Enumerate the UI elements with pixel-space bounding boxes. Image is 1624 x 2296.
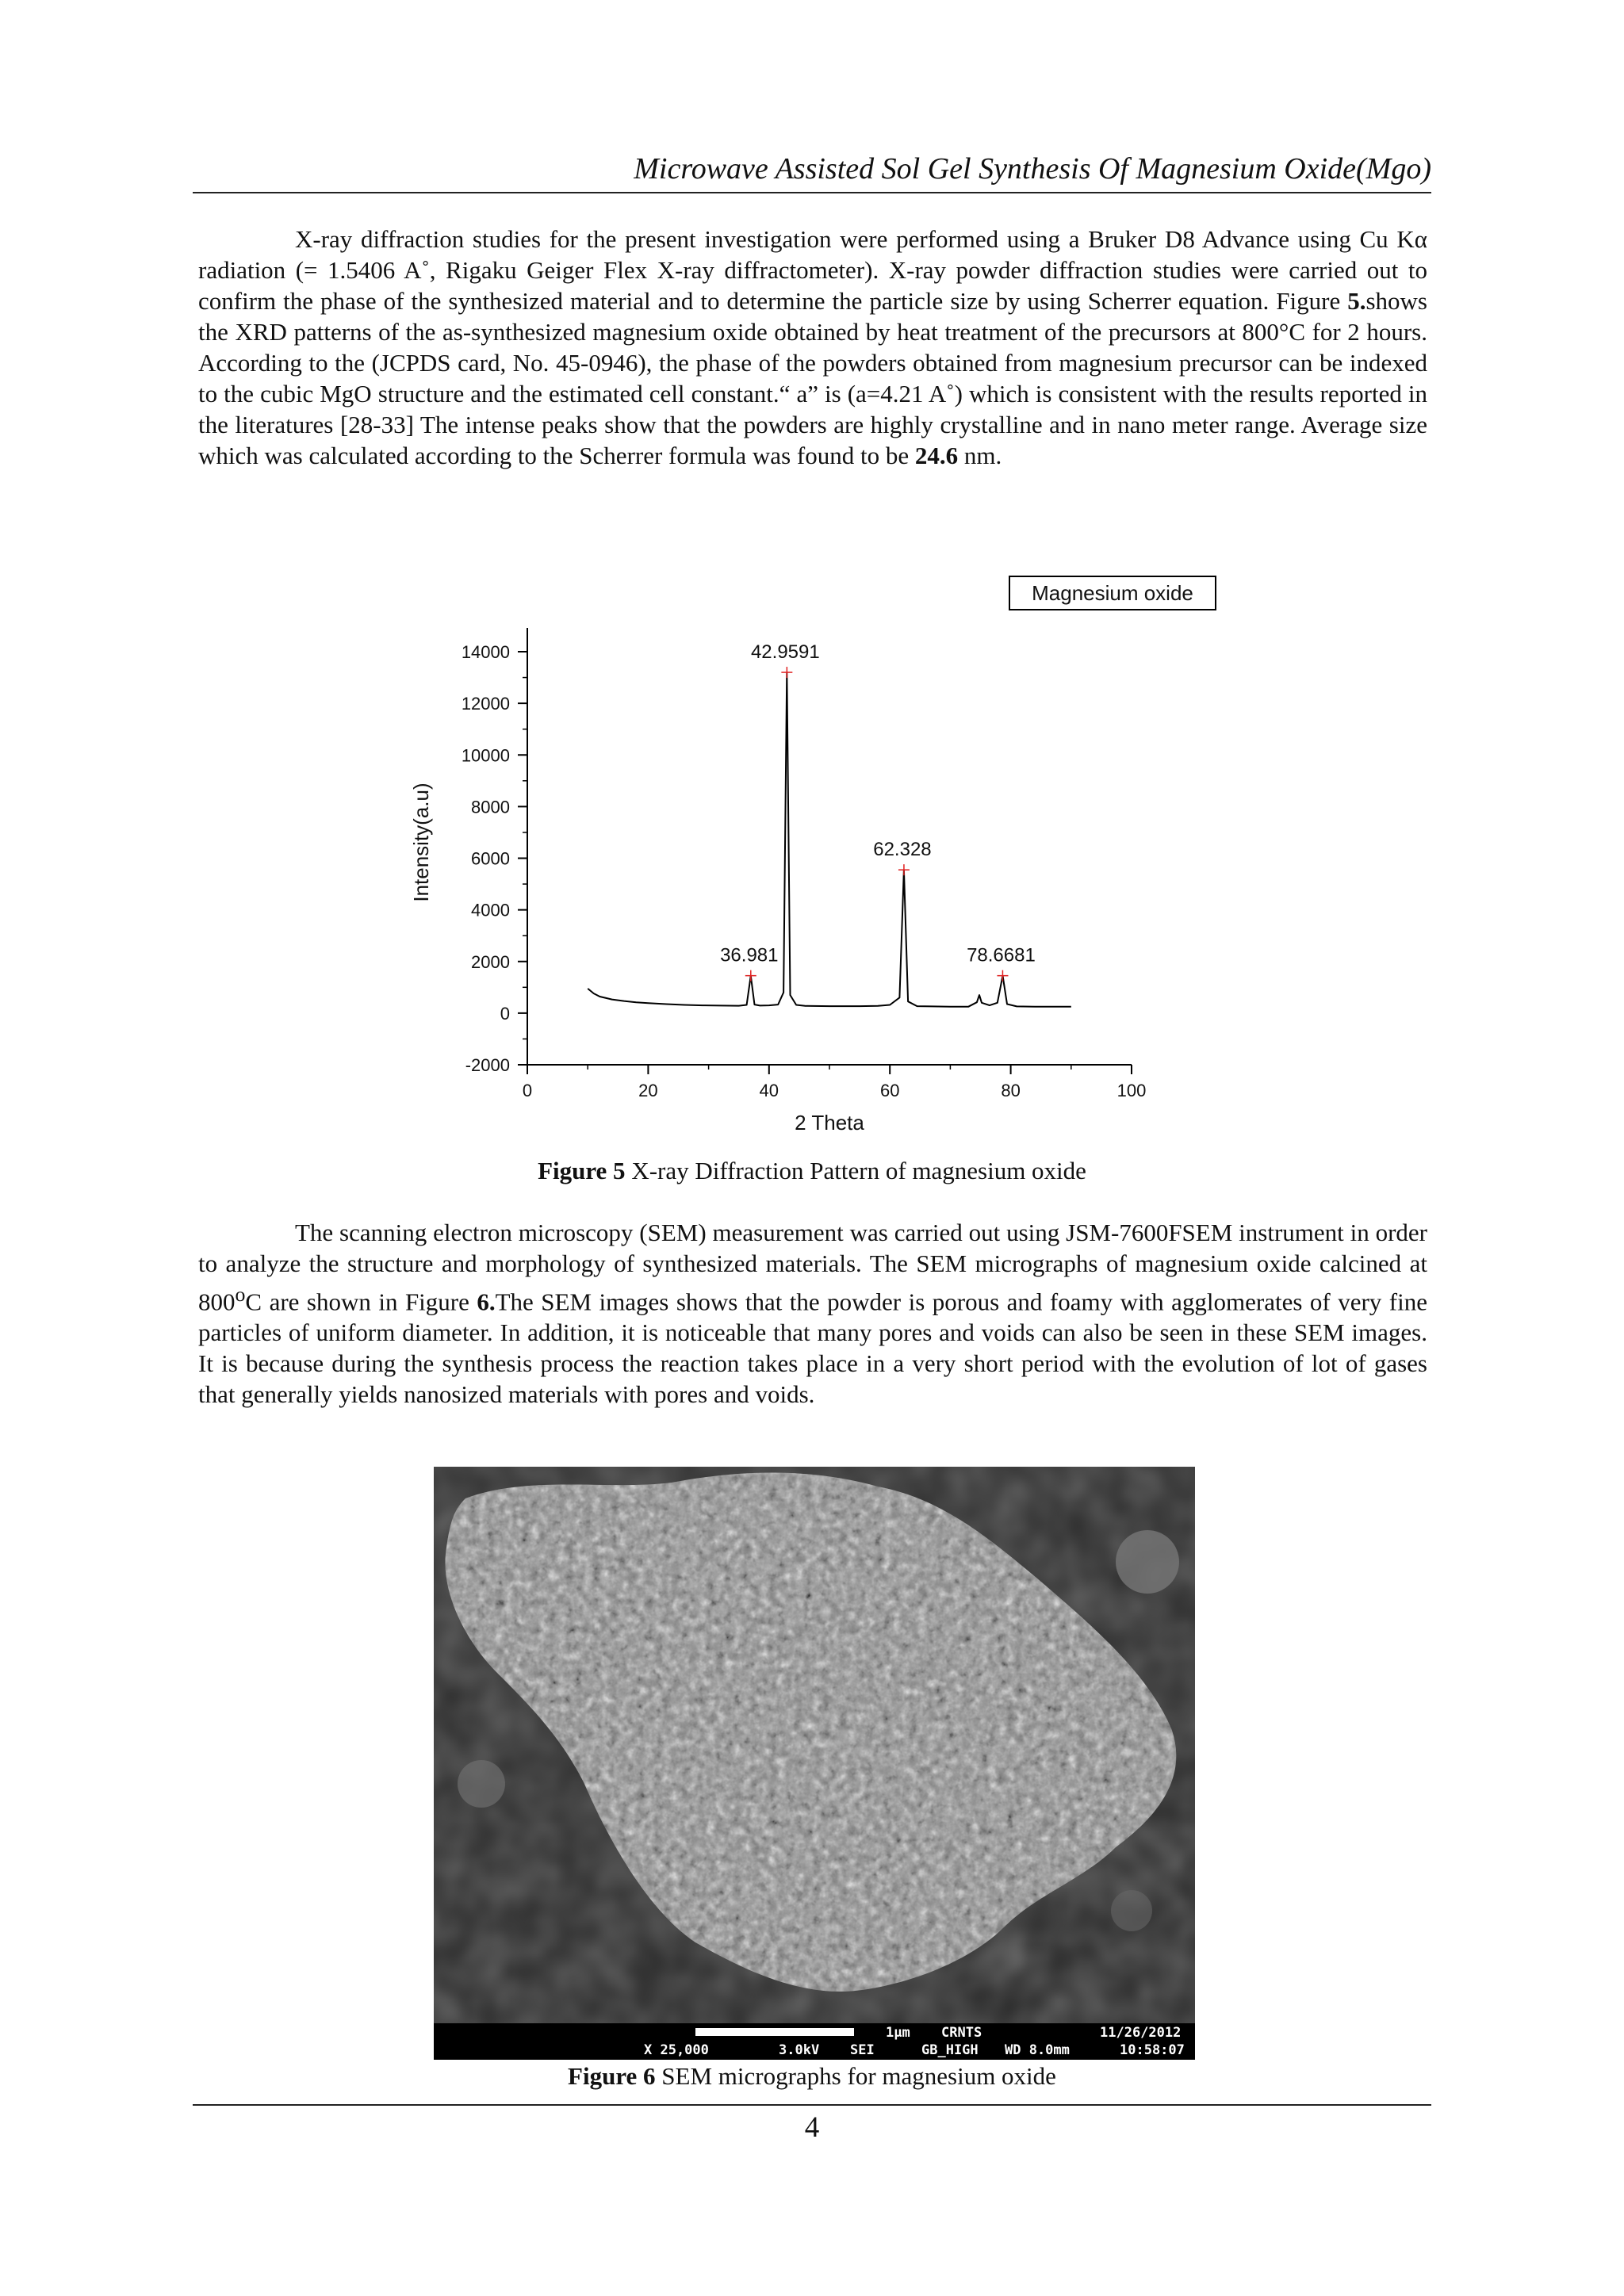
peak-label-0: 36.981 [720, 944, 779, 966]
para1-text-3: nm. [958, 442, 1002, 469]
sem-magnification: X 25,000 [644, 2042, 709, 2058]
sem-scale-label: 1μm [886, 2025, 910, 2041]
running-header: Microwave Assisted Sol Gel Synthesis Of Magnesium Oxide(Mgo) [634, 152, 1431, 186]
sem-image [434, 1467, 1195, 2023]
peak-label-1: 42.9591 [750, 641, 820, 664]
sem-micrograph [434, 1467, 1195, 2060]
y-tick-label-6: 10000 [461, 745, 510, 766]
x-axis-label: 2 Theta [795, 1111, 864, 1135]
footer-rule [193, 2104, 1431, 2106]
x-tick-label-1: 20 [638, 1081, 658, 1100]
sem-org-label: CRNTS [941, 2025, 982, 2041]
para1-bold-fig: 5. [1347, 287, 1366, 315]
x-tick-label-3: 60 [879, 1081, 900, 1100]
para2-text-1: The scanning electron microscopy (SEM) measurement was carried out using JSM-7600FSEM instrument in order to analyze the structure and morphology of synthesized materials. The SEM micrographs of magnesium oxide calcined at 800 [198, 1219, 1427, 1316]
y-tick-label-2: 2000 [471, 951, 510, 972]
sem-scale-bar [695, 2028, 854, 2036]
x-tick-label-0: 0 [522, 1081, 533, 1100]
y-tick-label-1: 0 [500, 1003, 510, 1024]
figure-6-label: Figure 6 [568, 2062, 656, 2090]
sem-date: 11/26/2012 [1100, 2025, 1182, 2041]
page-number: 4 [804, 2111, 820, 2144]
para2-bold-fig: 6. [477, 1288, 496, 1316]
figure-5-caption [193, 1156, 1431, 1186]
sem-time: 10:58:07 [1120, 2042, 1185, 2058]
legend-label: Magnesium oxide [1032, 581, 1193, 605]
y-tick-label-0: -2000 [465, 1055, 510, 1075]
para2-text-2: C are shown in Figure [245, 1288, 477, 1316]
sem-voltage: 3.0kV [779, 2042, 820, 2058]
sem-probe: GB_HIGH [921, 2042, 979, 2058]
sem-info-bar [434, 2023, 1195, 2060]
x-tick-label-2: 40 [759, 1081, 779, 1100]
sem-working-distance: WD 8.0mm [1005, 2042, 1070, 2058]
peak-label-3: 78.6681 [967, 944, 1036, 966]
figure-6-text: SEM micrographs for magnesium oxide [655, 2062, 1056, 2090]
para1-bold-size: 24.6 [914, 442, 959, 469]
paragraph-sem [198, 1217, 1427, 1410]
figure-5-label: Figure 5 [538, 1157, 626, 1184]
y-tick-label-4: 6000 [471, 848, 510, 869]
x-tick-label-4: 80 [1001, 1081, 1021, 1100]
sem-mode: SEI [850, 2042, 875, 2058]
y-tick-label-8: 14000 [461, 642, 510, 662]
figure-6-caption [193, 2061, 1431, 2091]
x-tick-label-5: 100 [1116, 1081, 1147, 1100]
para2-text-3: The SEM images shows that the powder is porous and foamy with agglomerates of very fine particles of uniform diameter. In addition, it is noticeable that many pores and voids can also be seen in these SEM images. It is because during the synthesis process the reaction takes place in a very short period with the evolution of lot of gases that generally yields nanosized materials with pores and voids. [198, 1288, 1427, 1409]
peak-label-2: 62.328 [873, 839, 932, 861]
xrd-chart [0, 0, 1624, 1142]
para2-superscript: o [235, 1283, 246, 1306]
figure-5-text: X-ray Diffraction Pattern of magnesium oxide [625, 1157, 1086, 1184]
para1-text-2: shows the XRD patterns of the as-synthesized magnesium oxide obtained by heat treatment of the precursors at 800°C for 2 hours. According to the (JCPDS card, No. 45-0946), the phase of the powders obtained from magnesium precursor can be indexed to the cubic MgO structure and the estimated cell constant.“ a” is (a=4.21 A˚) which is consistent with the results reported in the literatures [28-33] The intense peaks show that the powders are highly crystalline and in nano meter range. Average size which was calculated according to the Scherrer formula was found to be [198, 287, 1427, 469]
y-tick-label-3: 4000 [471, 900, 510, 920]
y-axis-label: Intensity(a.u) [409, 783, 433, 902]
para1-text-1: X-ray diffraction studies for the present investigation were performed using a Bruker D8 Advance using Cu Kα radiation (= 1.5406 A˚, Rigaku Geiger Flex X-ray diffractometer). X-ray powder diffraction studies were carried out to confirm the phase of the synthesized material and to determine the particle size by using Scherrer equation. Figure [198, 225, 1427, 315]
y-tick-label-7: 12000 [461, 694, 510, 714]
y-tick-label-5: 8000 [471, 797, 510, 817]
